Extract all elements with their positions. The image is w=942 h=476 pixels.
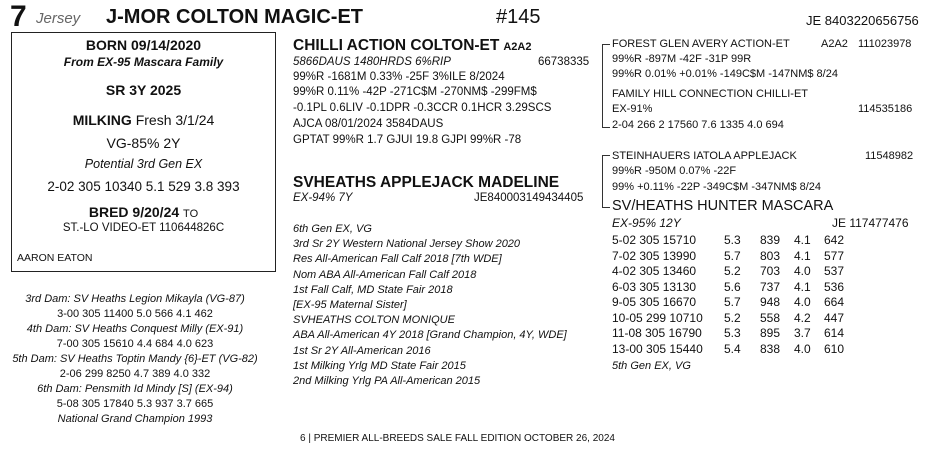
- dd-record-cell: 895: [760, 326, 781, 340]
- dd-record-row: [612, 264, 844, 278]
- sale-date: OCTOBER 26, 2024: [524, 433, 615, 444]
- milking-value: Fresh 3/1/24: [135, 112, 215, 128]
- dd-record-cell: 610: [824, 341, 845, 356]
- ds-name: STEINHAUERS IATOLA APPLEJACK: [612, 150, 797, 162]
- dd-record-cell: 3.7: [794, 326, 811, 340]
- registration-id: JE 8403220656756: [806, 13, 919, 28]
- dd-record-cell: 577: [824, 248, 845, 263]
- dd-record-cell: 4.1: [794, 248, 811, 263]
- sd-id: 114535186: [858, 103, 913, 115]
- animal-name: J-MOR COLTON MAGIC-ET: [106, 6, 364, 28]
- sire-bracket: [602, 44, 603, 128]
- dd-record-cell: 447: [824, 310, 845, 325]
- dd-record-cell: 4-02 305 13460: [612, 264, 697, 278]
- dd-record-cell: 5.2: [724, 264, 741, 278]
- owner-name: AARON EATON: [17, 252, 93, 264]
- sire-line4: -0.1PL 0.6LIV -0.1DPR -0.3CCR 0.1HCR 3.29SCS: [293, 102, 552, 114]
- bracket-tick: [602, 44, 610, 45]
- dd-class: EX-95% 12Y: [612, 216, 681, 230]
- dd-record-cell: 4.0: [794, 341, 811, 356]
- dd-record-cell: 13-00 305 15440: [612, 341, 703, 356]
- dam-class: EX-94% 7Y: [293, 192, 353, 204]
- bred-to: TO: [183, 208, 199, 220]
- dam-note: Res All-American Fall Calf 2018 [7th WDE]: [293, 253, 502, 266]
- ds-line2: 99% +0.11% -22P -349C$M -347NM$ 8/24: [612, 181, 822, 193]
- dam-reg: JE840003149434405: [474, 192, 584, 204]
- dam-note: 6th Gen EX, VG: [293, 223, 372, 235]
- bred-label: BRED 9/20/24: [88, 204, 180, 220]
- dd-record-cell: 5.3: [724, 233, 741, 247]
- dd-footer-note: 5th Gen EX, VG: [612, 360, 691, 372]
- dam-note: 1st Fall Calf, MD State Fair 2018: [293, 283, 453, 296]
- ss-a2: A2A2: [821, 38, 848, 50]
- sire-line2: 99%R -1681M 0.33% -25F 3%ILE 8/2024: [293, 71, 505, 83]
- dam-note: ABA All-American 4Y 2018 [Grand Champion, 4Y, WDE]: [293, 329, 567, 342]
- dd-record-row: [612, 233, 844, 247]
- family-line: From EX-95 Mascara Family: [63, 55, 224, 69]
- catalog-number: #145: [496, 6, 541, 28]
- dd-record-row: [612, 249, 844, 263]
- dd-record-cell: 558: [760, 310, 781, 325]
- summary-box: [11, 32, 276, 272]
- milking-label: MILKING: [72, 112, 132, 128]
- dam-note: SVHEATHS COLTON MONIQUE: [293, 314, 455, 327]
- third-dam-record: 3-00 305 11400 5.0 566 4.1 462: [57, 308, 213, 320]
- born-date: BORN 09/14/2020: [85, 37, 202, 53]
- ds-line1: 99%R -950M 0.07% -22F: [612, 165, 737, 177]
- dd-record-row: [612, 326, 844, 340]
- potential-gen: Potential 3rd Gen EX: [84, 157, 203, 171]
- dd-record-cell: 5.2: [724, 310, 741, 325]
- sire-id: 66738335: [538, 56, 590, 68]
- page-number: 6: [300, 433, 306, 444]
- sixth-dam-title: 6th Dam: Pensmith Id Mindy [S] (EX-94): [37, 383, 233, 395]
- dam-note: Nom ABA All-American Fall Calf 2018: [293, 268, 477, 281]
- dd-record-cell: 803: [760, 248, 781, 263]
- sire-line1: 5866DAUS 1480HRDS 6%RIP: [293, 56, 451, 68]
- fourth-dam-title: 4th Dam: SV Heaths Conquest Milly (EX-91): [26, 323, 244, 335]
- dd-record-cell: 948: [760, 295, 781, 309]
- sire-a2: A2A2: [503, 41, 532, 53]
- dd-record-cell: 838: [760, 341, 781, 356]
- production-record: 2-02 305 10340 5.1 529 3.8 393: [47, 179, 240, 194]
- dd-record-cell: 5.3: [724, 326, 741, 340]
- sd-name: FAMILY HILL CONNECTION CHILLI-ET: [612, 88, 809, 100]
- dd-record-cell: 536: [824, 279, 845, 294]
- dd-record-cell: 537: [824, 264, 845, 278]
- ss-name: FOREST GLEN AVERY ACTION-ET: [612, 38, 790, 50]
- ss-id: 111023978: [858, 38, 912, 50]
- dd-record-cell: 4.0: [794, 295, 811, 309]
- dd-record-cell: 5.6: [724, 279, 741, 294]
- dd-record-cell: 4.1: [794, 279, 811, 294]
- dd-reg: JE 117477476: [832, 216, 909, 230]
- dam-note: 3rd Sr 2Y Western National Jersey Show 2020: [293, 238, 521, 251]
- dd-record-cell: 6-03 305 13130: [612, 279, 697, 294]
- sd-record: 2-04 266 2 17560 7.6 1335 4.0 694: [612, 119, 784, 131]
- dd-record-cell: 664: [824, 295, 845, 309]
- sire-line5: AJCA 08/01/2024 3584DAUS: [293, 118, 444, 130]
- dam-bracket: [602, 155, 603, 208]
- dd-record-row: [612, 280, 844, 294]
- sire-line6: GPTAT 99%R 1.7 GJUI 19.8 GJPI 99%R -78: [293, 134, 522, 146]
- dd-record-cell: 11-08 305 16790: [612, 326, 702, 340]
- ds-id: 11548982: [865, 150, 914, 162]
- dd-record-cell: 5-02 305 15710: [612, 233, 697, 247]
- lot-number: 7: [10, 0, 27, 33]
- ss-line1: 99%R -897M -42F -31P 99R: [612, 53, 752, 65]
- dam-note: [EX-95 Maternal Sister]: [293, 299, 407, 312]
- ss-line2: 99%R 0.01% +0.01% -149C$M -147NM$ 8/24: [612, 68, 838, 80]
- dd-record-cell: 5.7: [724, 295, 741, 309]
- dd-record-cell: 839: [760, 233, 781, 247]
- dd-record-cell: 4.0: [794, 264, 811, 278]
- bracket-tick: [602, 155, 610, 156]
- dd-record-cell: 4.1: [794, 233, 811, 247]
- breed-label: Jersey: [36, 10, 81, 27]
- fifth-dam-title: 5th Dam: SV Heaths Toptin Mandy {6}-ET (VG-82): [12, 353, 258, 365]
- dd-record-cell: 10-05 299 10710: [612, 310, 703, 325]
- sale-edition: PREMIER ALL-BREEDS SALE FALL EDITION: [313, 433, 522, 444]
- dam-name: SVHEATHS APPLEJACK MADELINE: [293, 174, 560, 191]
- sr-award: SR 3Y 2025: [105, 82, 182, 98]
- dd-record-cell: 737: [760, 279, 781, 294]
- dd-record-cell: 7-02 305 13990: [612, 248, 697, 263]
- dd-record-row: [612, 295, 844, 309]
- dam-note: 1st Milking Yrlg MD State Fair 2015: [293, 359, 466, 372]
- dam-notes: [293, 222, 567, 389]
- dd-record-cell: 642: [824, 233, 845, 247]
- fourth-dam-record: 7-00 305 15610 4.4 684 4.0 623: [56, 338, 214, 350]
- sixth-dam-honor: National Grand Champion 1993: [57, 413, 213, 425]
- dd-record-cell: 614: [824, 326, 845, 340]
- sd-class: EX-91%: [612, 103, 653, 115]
- dam-note: 1st Sr 2Y All-American 2016: [293, 344, 431, 357]
- sixth-dam-record: 5-08 305 17840 5.3 937 3.7 665: [56, 398, 214, 410]
- bred-info: [12, 204, 275, 220]
- page-footer: [300, 433, 615, 444]
- bracket-tick: [602, 207, 610, 208]
- sire-name: CHILLI ACTION COLTON-ET: [293, 37, 500, 54]
- dd-record-row: [612, 311, 844, 325]
- dd-record-row: [612, 342, 844, 356]
- dd-record-cell: 9-05 305 16670: [612, 295, 697, 309]
- sire-name-row: [293, 37, 531, 55]
- dam-lineage: [0, 292, 270, 427]
- fifth-dam-record: 2-06 299 8250 4.7 389 4.0 332: [59, 368, 211, 380]
- dd-record-cell: 5.4: [724, 341, 741, 356]
- bred-sire: ST.-LO VIDEO-ET 110644826C: [62, 222, 225, 234]
- third-dam-title: 3rd Dam: SV Heaths Legion Mikayla (VG-87): [25, 293, 245, 305]
- sire-line3: 99%R 0.11% -42P -271C$M -270NM$ -299FM$: [293, 86, 537, 98]
- milking-status: [12, 112, 275, 128]
- dd-record-cell: 703: [760, 264, 781, 278]
- dam-note: 2nd Milking Yrlg PA All-American 2015: [293, 375, 481, 388]
- bracket-tick: [602, 127, 610, 128]
- footer-sep: |: [308, 433, 311, 444]
- dd-record-cell: 4.2: [794, 310, 811, 325]
- classification: VG-85% 2Y: [106, 135, 181, 151]
- dd-record-cell: 5.7: [724, 248, 741, 263]
- dd-name: SV/HEATHS HUNTER MASCARA: [612, 198, 834, 214]
